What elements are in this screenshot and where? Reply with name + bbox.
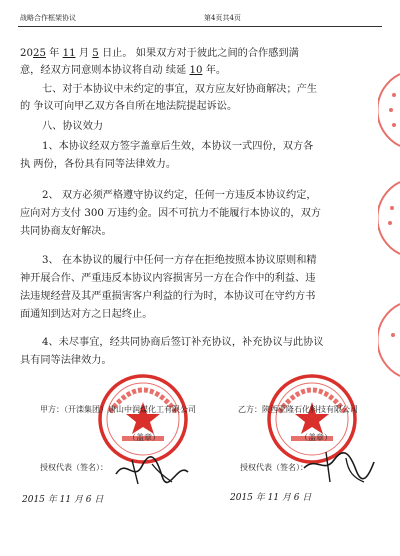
text-line: 面通知到达对方之日起终止。 bbox=[20, 309, 153, 320]
party-a-label: 甲方：（开滦集团）唐山中润煤化工有限公司 bbox=[40, 405, 196, 414]
clause-3: 3、 在本协议的履行中任何一方存在拒绝按照本协议原则和精 bbox=[42, 255, 317, 266]
clause-4: 4、未尽事宜，经共同协商后签订补充协议，补充协议与此协议 bbox=[42, 337, 324, 348]
text-line: 应向对方支付 300 万违约金。因不可抗力不能履行本协议的，双方 bbox=[20, 208, 321, 219]
party-b-date: 2015 年 11 月 6 日 bbox=[230, 493, 312, 503]
party-a-seal-note: （盖章） bbox=[128, 433, 160, 442]
text-line: 执 两份，各份具有同等法律效力。 bbox=[20, 159, 177, 170]
edge-seal-fragment-top bbox=[378, 70, 400, 150]
clause-1: 1、本协议经双方签字盖章后生效，本协议一式四份，双方各 bbox=[42, 141, 314, 152]
party-a-handwritten-signature bbox=[112, 452, 192, 488]
text-line: 意，经双方同意则本协议将自动 续延 10 年。 bbox=[20, 65, 227, 76]
header-rule bbox=[18, 26, 382, 27]
party-b-rep-label: 授权代表（签名）： bbox=[240, 463, 308, 472]
text-line: 共同协商友好解决。 bbox=[20, 226, 112, 237]
party-b-seal-note: （盖章） bbox=[300, 433, 332, 442]
edge-seal-fragment-bottom bbox=[378, 300, 400, 380]
text-line: 的 争议可向甲乙双方各自所在地法院提起诉讼。 bbox=[20, 101, 238, 112]
header-title: 战略合作框架协议 bbox=[20, 14, 76, 22]
text-line: 神开展合作、严重违反本协议内容损害另一方在合作中的利益、违 bbox=[20, 273, 316, 284]
text-line: 具有同等法律效力。 bbox=[20, 355, 112, 366]
clause-seven: 七、对于本协议中未约定的事宜，双方应友好协商解决；产生 bbox=[42, 84, 318, 95]
clause-2: 2、 双方必须严格遵守协议约定，任何一方违反本协议约定， bbox=[42, 190, 317, 201]
party-a-rep-label: 授权代表（签名）： bbox=[40, 463, 108, 472]
party-b-label: 乙方：陕西亚隆石化科技有限公司 bbox=[238, 405, 358, 414]
text-line: 法违规经营及其严重损害客户利益的行为时，本协议可在守约方书 bbox=[20, 291, 316, 302]
header-page-number: 第4页共4页 bbox=[204, 14, 241, 22]
party-a-date: 2015 年 11 月 6 日 bbox=[22, 495, 104, 505]
party-b-handwritten-signature bbox=[298, 448, 378, 488]
section-heading-effect: 八、协议效力 bbox=[42, 121, 104, 132]
edge-seal-fragment-middle bbox=[378, 178, 400, 258]
text-line: 2025 年 11 月 5 日止。 如果双方对于彼此之间的合作感到满 bbox=[20, 48, 299, 59]
